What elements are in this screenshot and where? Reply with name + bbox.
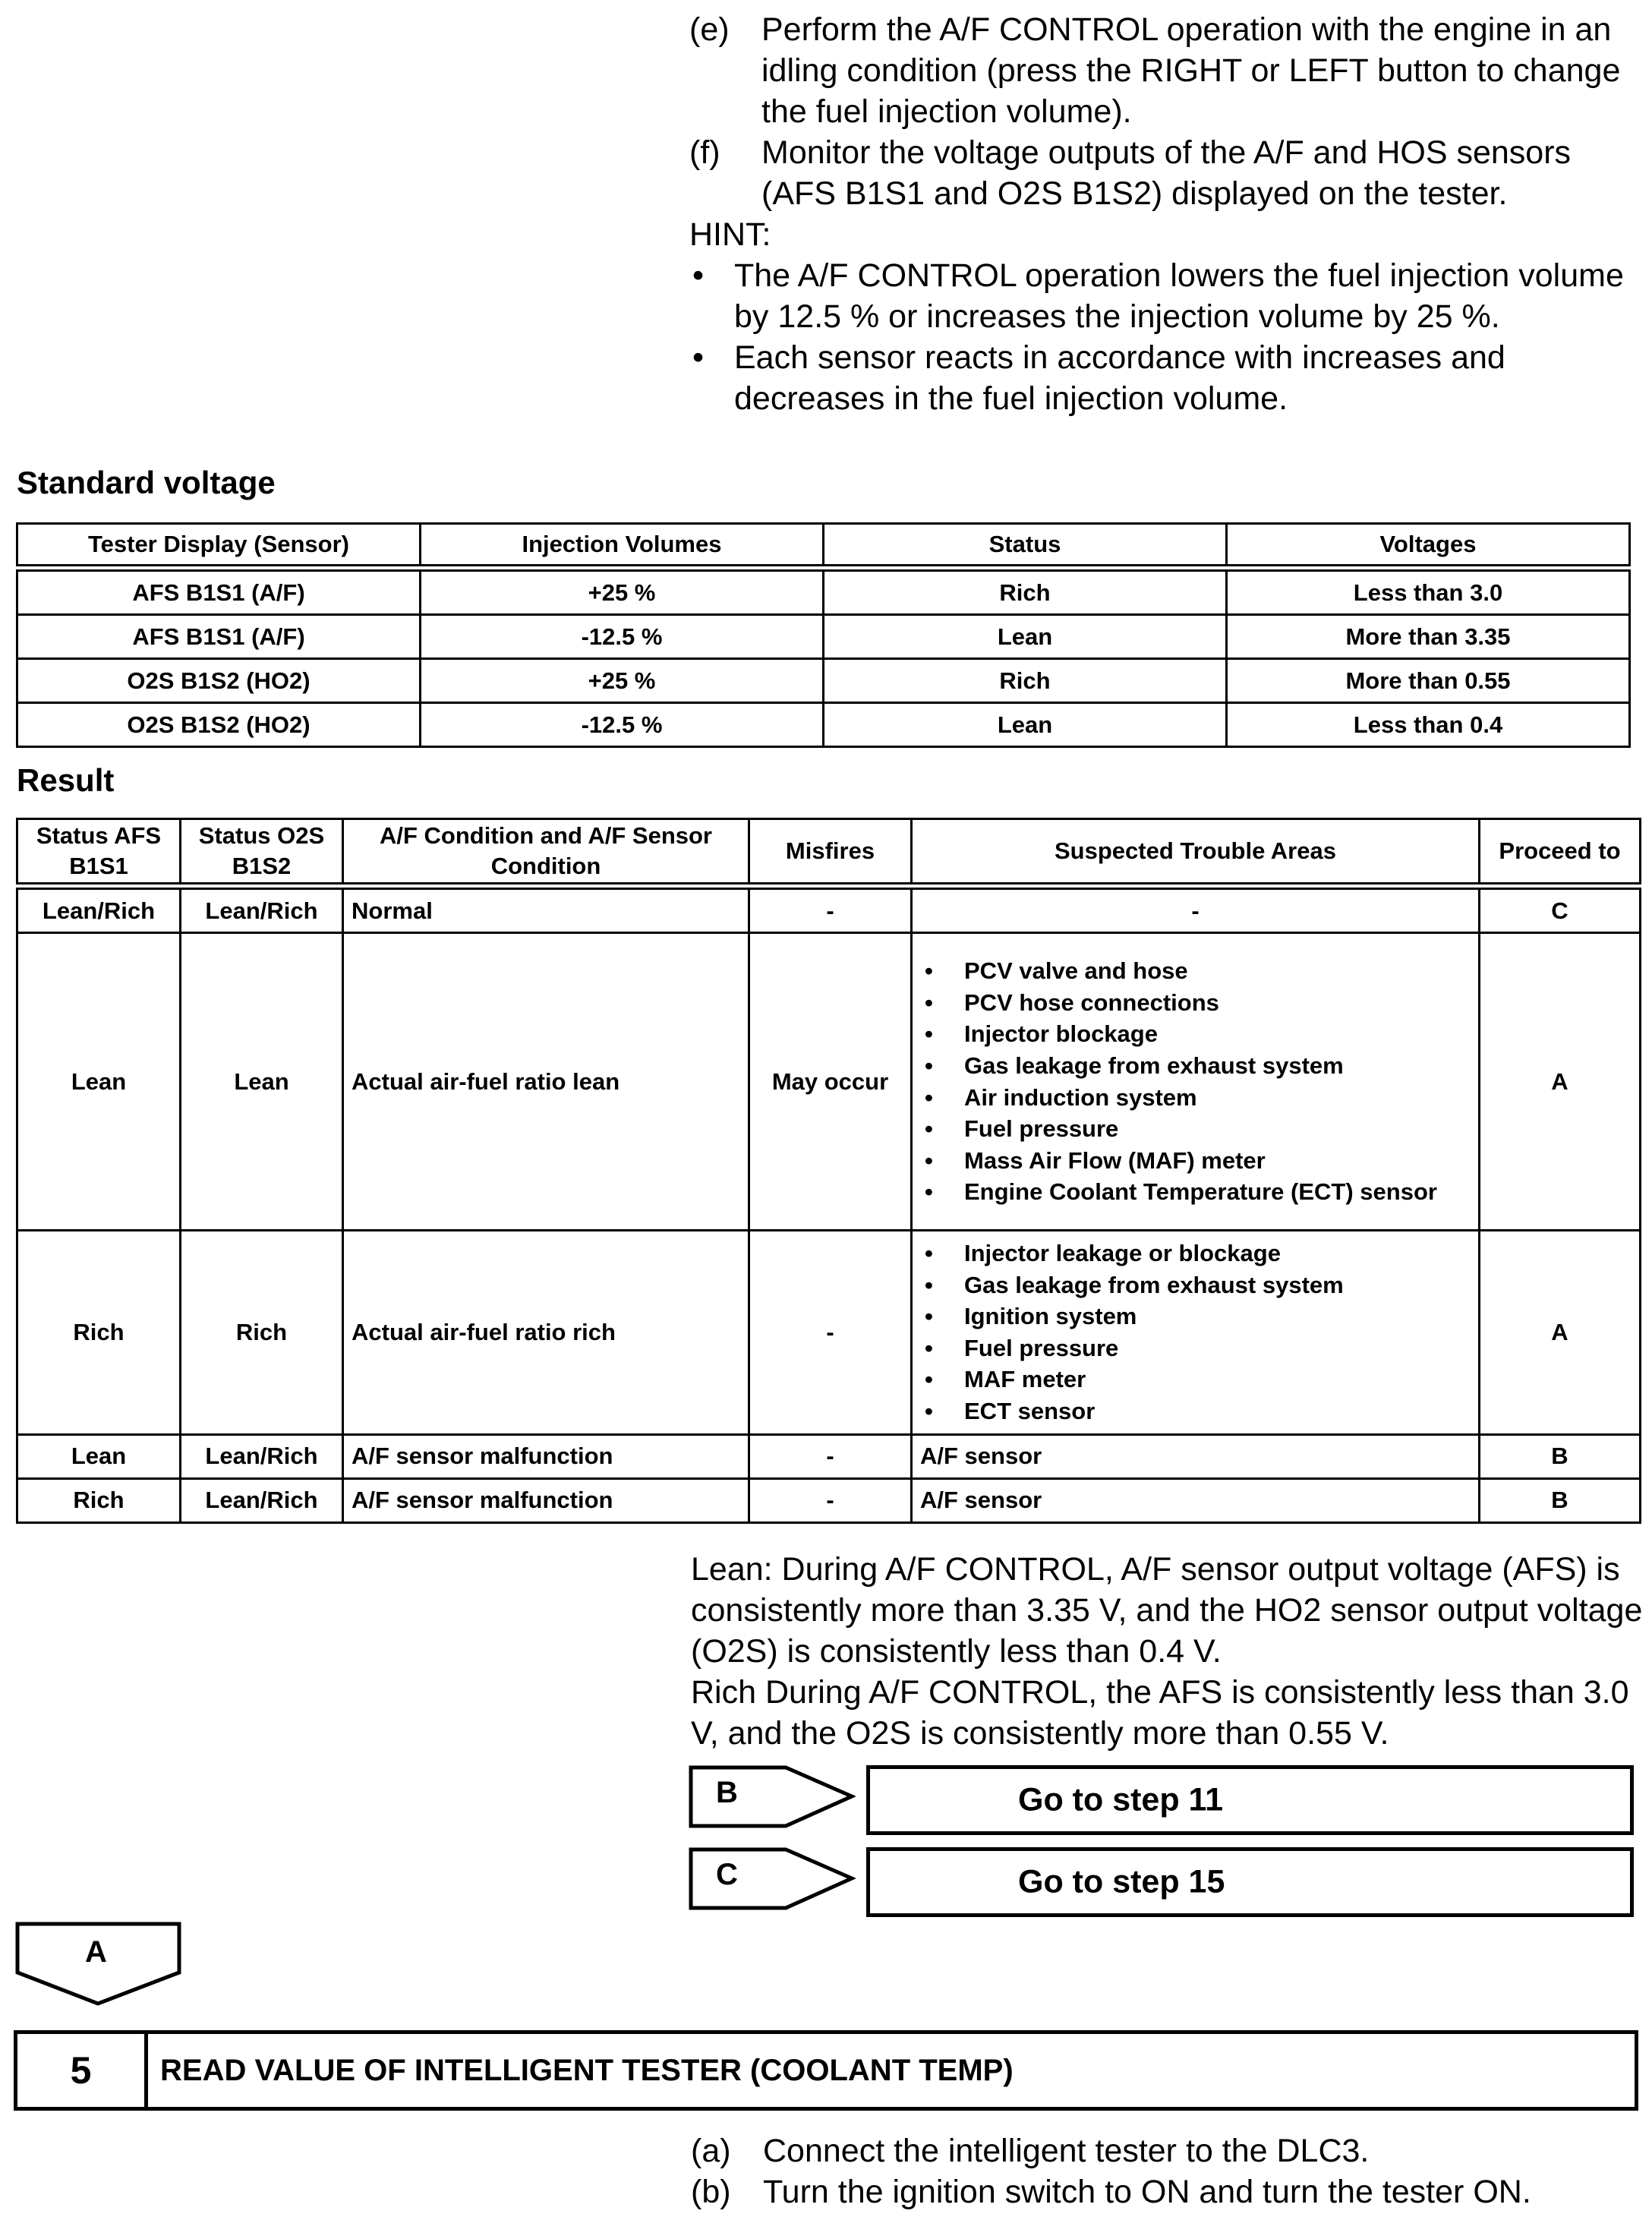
instruction-e (689, 9, 1638, 132)
step-5-instructions (691, 2130, 1640, 2212)
trouble-area-item (920, 1332, 1471, 1364)
status-o2s-cell: Rich (181, 1231, 343, 1435)
injection-cell: -12.5 % (421, 703, 824, 747)
bullet-icon: • (925, 1240, 933, 1266)
column-header: Misfires (749, 819, 912, 887)
trouble-area-item (920, 1301, 1471, 1332)
sensor-cell: AFS B1S1 (A/F) (17, 615, 421, 659)
table-row (17, 886, 1641, 933)
trouble-area-item (920, 1113, 1471, 1145)
step-header (14, 2030, 1638, 2111)
trouble-area-text: ECT sensor (964, 1397, 1096, 1424)
status-afs-cell: Lean/Rich (17, 886, 181, 933)
trouble-areas-list (920, 949, 1471, 1214)
status-cell: Lean (824, 703, 1227, 747)
column-header: Suspected Trouble Areas (912, 819, 1480, 887)
status-o2s-cell: Lean (181, 933, 343, 1231)
column-header: A/F Condition and A/F Sensor Condition (343, 819, 749, 887)
proceed-cell: B (1480, 1478, 1641, 1522)
standard-voltage-table (16, 522, 1631, 748)
hint-bullet (689, 255, 1638, 337)
bullet-icon: • (925, 1020, 933, 1048)
table-row (17, 703, 1630, 747)
rich-note: Rich During A/F CONTROL, the AFS is consistently less than 3.0 V, and the O2S is consistently more than 0.55 V. (691, 1674, 1629, 1752)
bullet-icon: • (925, 989, 933, 1016)
column-header: Voltages (1227, 524, 1630, 569)
status-afs-cell: Lean (17, 1434, 181, 1478)
trouble-areas-list (920, 1231, 1471, 1433)
instruction-text: Turn the ignition switch to ON and turn the tester ON. (763, 2174, 1531, 2210)
instruction-text: Connect the intelligent tester to the DLC3. (763, 2133, 1370, 2169)
trouble-area-item (920, 1176, 1471, 1208)
hint-text: Each sensor reacts in accordance with increases and decreases in the fuel injection volume. (734, 339, 1505, 417)
result-title: Result (17, 762, 115, 798)
step-title: READ VALUE OF INTELLIGENT TESTER (COOLANT TEMP) (160, 2053, 1014, 2087)
right-arrow-tag-icon (689, 1765, 856, 1829)
bullet-icon: • (925, 1397, 933, 1424)
instruction-text: Perform the A/F CONTROL operation with the engine in an idling condition (press the RIGHT or LEFT button to change the fuel injection volume). (761, 11, 1621, 130)
procedure-instructions (689, 9, 1638, 419)
instruction-label: (a) (691, 2133, 731, 2169)
voltage-cell: More than 3.35 (1227, 615, 1630, 659)
trouble-area-text: Air induction system (964, 1083, 1197, 1111)
right-arrow-tag-icon (689, 1847, 856, 1911)
trouble-area-text: MAF meter (964, 1366, 1086, 1393)
table-row (17, 659, 1630, 703)
injection-cell: +25 % (421, 568, 824, 615)
instruction-label: (f) (689, 134, 720, 171)
lean-rich-notes (691, 1549, 1647, 1754)
table-header-row (17, 819, 1641, 887)
status-o2s-cell: Lean/Rich (181, 1478, 343, 1522)
trouble-area-text: Gas leakage from exhaust system (964, 1052, 1344, 1079)
trouble-area-text: Injector leakage or blockage (964, 1240, 1281, 1266)
bullet-icon: • (925, 1178, 933, 1206)
trouble-area-text: PCV valve and hose (964, 957, 1188, 985)
table-header-row (17, 524, 1630, 569)
trouble-area-item (920, 1018, 1471, 1050)
sensor-cell: AFS B1S1 (A/F) (17, 568, 421, 615)
trouble-area-item (920, 1269, 1471, 1301)
instruction-a (691, 2130, 1640, 2171)
table-row (17, 1231, 1641, 1435)
status-afs-cell: Lean (17, 933, 181, 1231)
trouble-area-item (920, 955, 1471, 987)
status-cell: Rich (824, 659, 1227, 703)
instruction-f (689, 132, 1638, 214)
table-row (17, 615, 1630, 659)
trouble-area-text: Fuel pressure (964, 1334, 1119, 1361)
condition-cell: A/F sensor malfunction (343, 1478, 749, 1522)
column-header: Tester Display (Sensor) (17, 524, 421, 569)
status-afs-cell: Rich (17, 1231, 181, 1435)
misfires-cell: - (749, 1478, 912, 1522)
voltage-cell: Less than 0.4 (1227, 703, 1630, 747)
misfires-cell: - (749, 1231, 912, 1435)
result-table (16, 818, 1641, 1524)
trouble-area-item (920, 1082, 1471, 1114)
injection-cell: -12.5 % (421, 615, 824, 659)
bullet-icon: • (925, 1334, 933, 1361)
trouble-area-text: Fuel pressure (964, 1115, 1119, 1143)
voltage-cell: Less than 3.0 (1227, 568, 1630, 615)
standard-voltage-title: Standard voltage (17, 465, 276, 500)
status-o2s-cell: Lean/Rich (181, 1434, 343, 1478)
branch-c-tag[interactable] (689, 1847, 856, 1911)
misfires-cell: - (749, 886, 912, 933)
trouble-areas-cell: - (912, 886, 1480, 933)
hint-title: HINT: (689, 216, 771, 253)
go-to-step-15-button[interactable] (866, 1847, 1634, 1917)
trouble-area-text: Ignition system (964, 1303, 1137, 1330)
branch-letter: A (85, 1935, 107, 1969)
bullet-icon: • (925, 957, 933, 985)
trouble-areas-cell: A/F sensor (912, 1434, 1480, 1478)
bullet-icon: • (925, 1115, 933, 1143)
trouble-area-text: Mass Air Flow (MAF) meter (964, 1146, 1266, 1174)
table-row (17, 1434, 1641, 1478)
bullet-icon: • (925, 1083, 933, 1111)
branch-letter: C (716, 1858, 738, 1891)
table-row (17, 933, 1641, 1231)
bullet-icon: • (925, 1271, 933, 1298)
instruction-b (691, 2171, 1640, 2212)
status-afs-cell: Rich (17, 1478, 181, 1522)
instruction-label: (e) (689, 11, 730, 48)
misfires-cell: May occur (749, 933, 912, 1231)
bullet-icon: • (692, 339, 705, 376)
bullet-icon: • (925, 1146, 933, 1174)
table-row (17, 1478, 1641, 1522)
branch-letter: B (716, 1776, 738, 1809)
hint-text: The A/F CONTROL operation lowers the fuel injection volume by 12.5 % or increases the injection volume by 25 %. (734, 257, 1624, 335)
bullet-icon: • (925, 1303, 933, 1330)
trouble-areas-cell: A/F sensor (912, 1478, 1480, 1522)
lean-note: Lean: During A/F CONTROL, A/F sensor output voltage (AFS) is consistently more than 3.35 V, and the HO2 sensor output voltage (O2S) is consistently less than 0.4 V. (691, 1551, 1643, 1670)
trouble-area-item (920, 1050, 1471, 1082)
bullet-icon: • (925, 1366, 933, 1393)
misfires-cell: - (749, 1434, 912, 1478)
trouble-area-item (920, 1238, 1471, 1269)
branch-a-tag[interactable] (15, 1922, 182, 2007)
condition-cell: Actual air-fuel ratio lean (343, 933, 749, 1231)
sensor-cell: O2S B1S2 (HO2) (17, 703, 421, 747)
column-header: Injection Volumes (421, 524, 824, 569)
branch-b-tag[interactable] (689, 1765, 856, 1829)
instruction-label: (b) (691, 2174, 731, 2210)
trouble-area-text: PCV hose connections (964, 989, 1219, 1016)
condition-cell: Actual air-fuel ratio rich (343, 1231, 749, 1435)
column-header: Status O2S B1S2 (181, 819, 343, 887)
proceed-cell: A (1480, 933, 1641, 1231)
sensor-cell: O2S B1S2 (HO2) (17, 659, 421, 703)
status-cell: Lean (824, 615, 1227, 659)
condition-cell: A/F sensor malfunction (343, 1434, 749, 1478)
instruction-text: Monitor the voltage outputs of the A/F and HOS sensors (AFS B1S1 and O2S B1S2) displayed on the tester. (761, 134, 1572, 212)
bullet-icon: • (925, 1052, 933, 1079)
column-header: Status (824, 524, 1227, 569)
condition-cell: Normal (343, 886, 749, 933)
table-row (17, 568, 1630, 615)
trouble-area-item (920, 987, 1471, 1019)
proceed-cell: A (1480, 1231, 1641, 1435)
trouble-areas-cell (912, 933, 1480, 1231)
status-cell: Rich (824, 568, 1227, 615)
trouble-area-text: Injector blockage (964, 1020, 1158, 1048)
branch-action-label: Go to step 15 (1018, 1863, 1225, 1900)
trouble-area-item (920, 1395, 1471, 1427)
proceed-cell: C (1480, 886, 1641, 933)
hint-bullet (689, 337, 1638, 419)
trouble-area-item (920, 1145, 1471, 1177)
trouble-area-item (920, 1364, 1471, 1395)
status-o2s-cell: Lean/Rich (181, 886, 343, 933)
column-header: Proceed to (1480, 819, 1641, 887)
voltage-cell: More than 0.55 (1227, 659, 1630, 703)
trouble-area-text: Engine Coolant Temperature (ECT) sensor (964, 1178, 1437, 1206)
trouble-area-text: Gas leakage from exhaust system (964, 1271, 1344, 1298)
step-number: 5 (17, 2034, 148, 2107)
proceed-cell: B (1480, 1434, 1641, 1478)
injection-cell: +25 % (421, 659, 824, 703)
bullet-icon: • (692, 257, 705, 294)
go-to-step-11-button[interactable] (866, 1765, 1634, 1835)
trouble-areas-cell (912, 1231, 1480, 1435)
column-header: Status AFS B1S1 (17, 819, 181, 887)
branch-action-label: Go to step 11 (1018, 1781, 1224, 1818)
